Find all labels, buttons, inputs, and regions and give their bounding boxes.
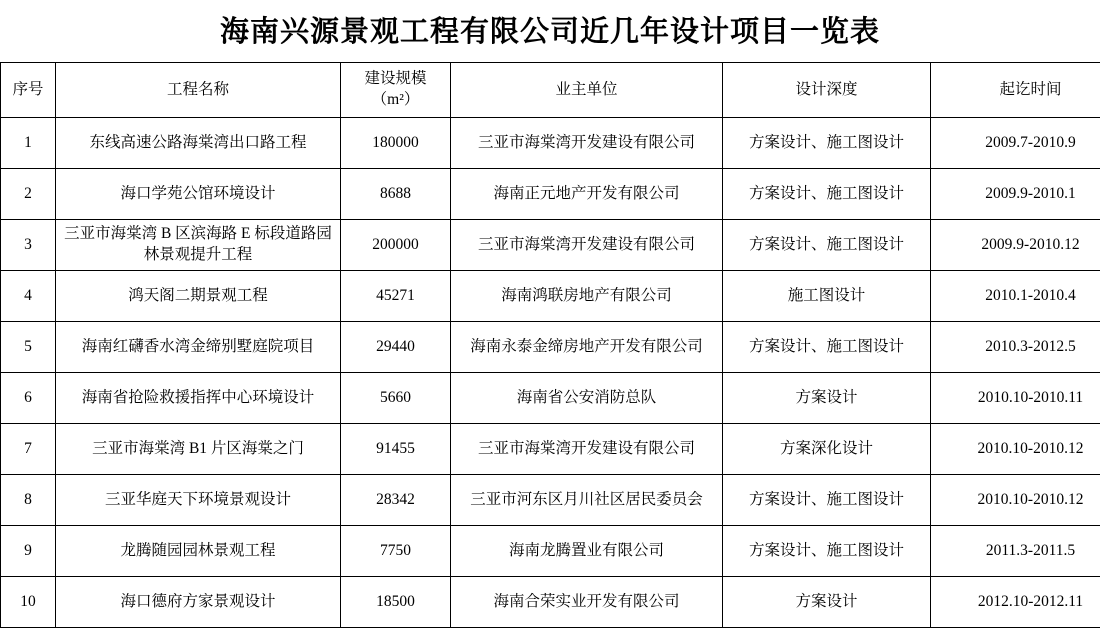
document-page [0,9,1100,610]
cell-owner: 三亚市海棠湾开发建设有限公司 [451,424,723,475]
table-row [1,169,1100,220]
table-body [1,118,1100,628]
cell-depth: 方案设计、施工图设计 [723,169,931,220]
table-header [1,63,1100,118]
cell-project-name: 三亚华庭天下环境景观设计 [56,475,341,526]
cell-project-name: 三亚市海棠湾 B1 片区海棠之门 [56,424,341,475]
cell-project-name: 鸿天阁二期景观工程 [56,271,341,322]
cell-scale: 18500 [341,577,451,628]
cell-project-name: 海口学苑公馆环境设计 [56,169,341,220]
cell-scale: 28342 [341,475,451,526]
project-list-table [0,62,1100,628]
cell-project-name: 东线高速公路海棠湾出口路工程 [56,118,341,169]
cell-depth: 方案设计、施工图设计 [723,322,931,373]
cell-project-name: 海口德府方家景观设计 [56,577,341,628]
column-header-owner: 业主单位 [451,63,723,118]
column-header-project-name: 工程名称 [56,63,341,118]
cell-scale: 7750 [341,526,451,577]
table-row [1,526,1100,577]
cell-owner: 海南省公安消防总队 [451,373,723,424]
table-row [1,424,1100,475]
column-header-scale-line1: 建设规模 [344,69,447,90]
cell-index: 9 [1,526,56,577]
table-row [1,118,1100,169]
cell-index: 10 [1,577,56,628]
column-header-index: 序号 [1,63,56,118]
cell-owner: 海南合荣实业开发有限公司 [451,577,723,628]
table-row [1,373,1100,424]
cell-scale: 8688 [341,169,451,220]
cell-index: 8 [1,475,56,526]
cell-scale: 5660 [341,373,451,424]
cell-period: 2009.9-2010.1 [931,169,1100,220]
column-header-scale-line2: （m²） [344,90,447,111]
cell-scale: 45271 [341,271,451,322]
table-row [1,271,1100,322]
cell-period: 2012.10-2012.11 [931,577,1100,628]
cell-index: 4 [1,271,56,322]
cell-depth: 方案深化设计 [723,424,931,475]
table-row [1,322,1100,373]
cell-period: 2010.10-2010.12 [931,424,1100,475]
cell-index: 3 [1,220,56,271]
table-row [1,220,1100,271]
cell-depth: 方案设计、施工图设计 [723,118,931,169]
cell-scale: 91455 [341,424,451,475]
cell-period: 2011.3-2011.5 [931,526,1100,577]
cell-owner: 海南龙腾置业有限公司 [451,526,723,577]
cell-project-name: 海南红礴香水湾金缔别墅庭院项目 [56,322,341,373]
cell-period: 2010.10-2010.12 [931,475,1100,526]
cell-depth: 方案设计 [723,373,931,424]
cell-scale: 200000 [341,220,451,271]
cell-period: 2010.3-2012.5 [931,322,1100,373]
table-row [1,577,1100,628]
column-header-scale [341,63,451,118]
cell-owner: 三亚市海棠湾开发建设有限公司 [451,118,723,169]
cell-index: 2 [1,169,56,220]
cell-owner: 三亚市海棠湾开发建设有限公司 [451,220,723,271]
cell-depth: 方案设计 [723,577,931,628]
cell-period: 2009.7-2010.9 [931,118,1100,169]
cell-depth: 施工图设计 [723,271,931,322]
table-header-row [1,63,1100,118]
cell-index: 1 [1,118,56,169]
cell-depth: 方案设计、施工图设计 [723,475,931,526]
cell-project-name: 龙腾随园园林景观工程 [56,526,341,577]
cell-owner: 海南鸿联房地产有限公司 [451,271,723,322]
cell-index: 5 [1,322,56,373]
cell-period: 2010.1-2010.4 [931,271,1100,322]
cell-owner: 海南永泰金缔房地产开发有限公司 [451,322,723,373]
table-row [1,475,1100,526]
column-header-depth: 设计深度 [723,63,931,118]
column-header-period: 起讫时间 [931,63,1100,118]
cell-depth: 方案设计、施工图设计 [723,526,931,577]
cell-owner: 海南正元地产开发有限公司 [451,169,723,220]
cell-scale: 180000 [341,118,451,169]
cell-project-name: 三亚市海棠湾 B 区滨海路 E 标段道路园林景观提升工程 [56,220,341,271]
cell-scale: 29440 [341,322,451,373]
cell-owner: 三亚市河东区月川社区居民委员会 [451,475,723,526]
cell-depth: 方案设计、施工图设计 [723,220,931,271]
cell-period: 2009.9-2010.12 [931,220,1100,271]
cell-index: 7 [1,424,56,475]
cell-project-name: 海南省抢险救援指挥中心环境设计 [56,373,341,424]
page-title: 海南兴源景观工程有限公司近几年设计项目一览表 [0,9,1100,50]
cell-index: 6 [1,373,56,424]
cell-period: 2010.10-2010.11 [931,373,1100,424]
